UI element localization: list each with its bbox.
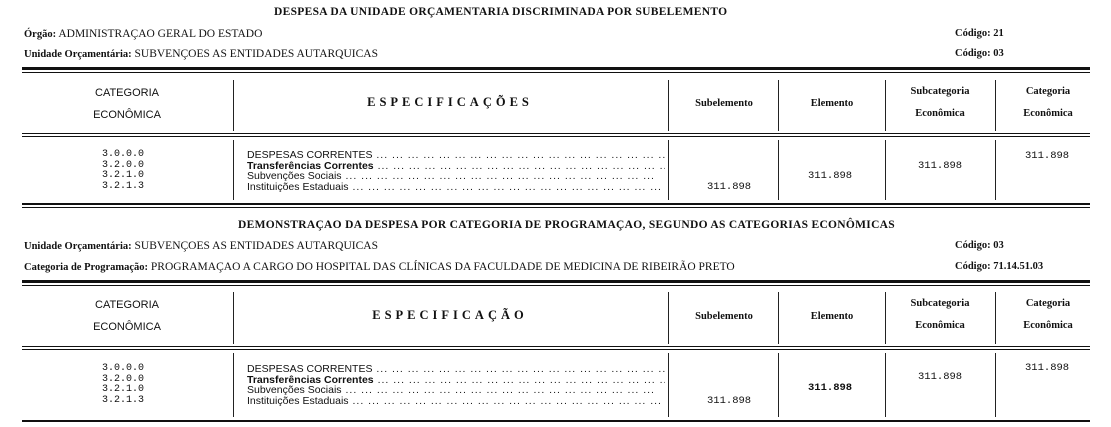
table1-col-divider: [233, 80, 234, 131]
table2-header-categoria: [62, 294, 192, 338]
table1-col-divider: [885, 80, 886, 131]
code-row: 3.0.0.0: [101, 363, 144, 374]
table1-col-divider: [233, 140, 234, 200]
table1-top-rule-thin: [22, 72, 1090, 73]
table1-header-categoria: [62, 82, 192, 126]
table2-col-divider: [995, 292, 996, 344]
unidade2-value: SUBVENÇOES AS ENTIDADES AUTARQUICAS: [134, 240, 378, 252]
table1-specs: [247, 150, 665, 192]
table2-header-elemento: Elemento: [810, 311, 854, 322]
code-row: 3.2.1.0: [101, 170, 144, 181]
table2-col-divider: [995, 353, 996, 417]
orgao-code-label: Código:: [955, 28, 991, 39]
header-categoria-econ-line1: Categoria: [1025, 298, 1071, 309]
table2-subelemento-value: 311.898: [707, 395, 752, 407]
unidade2-code-label: Código:: [955, 240, 991, 251]
orgao-label: Órgão:: [24, 29, 57, 40]
table2-col-divider: [885, 353, 886, 417]
unidade-label: Unidade Orçamentária:: [24, 49, 132, 60]
table1-header-categoria-economica: [998, 81, 1098, 125]
spec-row: Subvenções Sociais ... .: [247, 385, 665, 396]
table2-header-especificacao: ESPECIFICAÇÃO: [372, 308, 528, 322]
programacao-value: PROGRAMAÇAO A CARGO DO HOSPITAL DAS CLÍNICAS DA FACULDADE DE MEDICINA DE RIBEIRÃO PRETO: [150, 261, 735, 273]
code-row: 3.2.0.0: [101, 159, 144, 171]
code-row: 3.0.0.0: [101, 149, 144, 160]
table2-bottom-rule: [22, 420, 1090, 422]
table2-col-divider: [233, 353, 234, 417]
table1-bottom-rule: [22, 203, 1090, 205]
table1-col-divider: [778, 140, 779, 200]
header-categoria-line1: CATEGORIA: [95, 87, 159, 99]
table1-subelemento-value: 311.898: [707, 181, 752, 193]
unidade-value: SUBVENÇOES AS ENTIDADES AUTARQUICAS: [134, 48, 378, 60]
code-row: 3.2.0.0: [101, 373, 144, 385]
table2-header-categoria-economica: [998, 293, 1098, 337]
section1-title: DESPESA DA UNIDADE ORÇAMENTARIA DISCRIMINADA POR SUBELEMENTO: [274, 6, 728, 18]
programacao-code: [955, 261, 1043, 272]
table1-top-rule: [22, 67, 1090, 70]
unidade2-line: [24, 240, 378, 252]
table2-header-subcategoria: [888, 293, 992, 337]
unidade-line: [24, 48, 378, 60]
table2-col-divider: [778, 292, 779, 344]
table2-categoria-value: 311.898: [1025, 362, 1070, 374]
programacao-code-label: Código:: [955, 261, 991, 272]
code-row: 3.2.1.3: [101, 394, 144, 406]
header-subcategoria-line2: Econômica: [915, 320, 965, 331]
table2-header-rule-2: [22, 349, 1090, 350]
table2-specs: [247, 364, 665, 406]
unidade-code: [955, 48, 1004, 59]
table1-col-divider: [995, 80, 996, 131]
spec-row: Instituições Estaduais ... .: [247, 182, 665, 193]
orgao-code-value: 21: [993, 28, 1004, 39]
unidade2-code-value: 03: [993, 240, 1004, 251]
table2-subcategoria-value: 311.898: [918, 371, 963, 383]
table1-categoria-value: 311.898: [1025, 150, 1070, 162]
programacao-code-value: 71.14.51.03: [993, 261, 1044, 272]
table2-header-rule: [22, 346, 1090, 347]
header-subcategoria-line1: Subcategoria: [910, 298, 970, 309]
table1-header-subcategoria: [888, 81, 992, 125]
table1-col-divider: [885, 140, 886, 200]
table1-col-divider: [778, 80, 779, 131]
table2-elemento-value: 311.898: [808, 382, 853, 394]
header-categoria-line2: ECONÔMICA: [93, 321, 161, 333]
table2-col-divider: [233, 292, 234, 344]
table1-col-divider: [668, 80, 669, 131]
table1-bottom-rule-thin: [22, 207, 1090, 208]
programacao-label: Categoria de Programação:: [24, 262, 149, 273]
spec-row: Instituições Estaduais ... .: [247, 396, 665, 407]
code-row: 3.2.1.0: [101, 384, 144, 395]
spec-row: DESPESAS CORRENTES ... .: [247, 150, 665, 161]
table1-header-rule-2: [22, 136, 1090, 137]
table2-top-rule: [22, 280, 1090, 283]
header-categoria-econ-line2: Econômica: [1023, 320, 1073, 331]
table1-elemento-value: 311.898: [808, 170, 853, 182]
code-row: 3.2.1.3: [101, 180, 144, 192]
table1-col-divider: [995, 140, 996, 200]
spec-row: Transferências Correntes ... .: [247, 375, 665, 386]
unidade2-code: [955, 240, 1004, 251]
header-categoria-line1: CATEGORIA: [95, 299, 159, 311]
programacao-line: [24, 261, 735, 273]
orgao-value: ADMINISTRAÇAO GERAL DO ESTADO: [58, 28, 263, 40]
header-subcategoria-line1: Subcategoria: [910, 86, 970, 97]
table1-header-especificacoes: ESPECIFICAÇÕES: [367, 95, 533, 109]
header-categoria-econ-line1: Categoria: [1025, 86, 1071, 97]
table2-col-divider: [885, 292, 886, 344]
table2-col-divider: [778, 353, 779, 417]
unidade-code-value: 03: [993, 48, 1004, 59]
header-categoria-line2: ECONÔMICA: [93, 109, 161, 121]
orgao-code: [955, 28, 1004, 39]
header-categoria-econ-line2: Econômica: [1023, 108, 1073, 119]
table2-col-divider: [668, 353, 669, 417]
spec-row: Transferências Correntes ... .: [247, 161, 665, 172]
spec-row: DESPESAS CORRENTES ... .: [247, 364, 665, 375]
table1-codes: [63, 150, 183, 192]
header-subcategoria-line2: Econômica: [915, 108, 965, 119]
unidade-code-label: Código:: [955, 48, 991, 59]
table2-header-subelemento: Subelemento: [695, 311, 753, 322]
spec-row: Subvenções Sociais ... .: [247, 171, 665, 182]
orgao-line: [24, 28, 262, 40]
table1-header-rule: [22, 133, 1090, 134]
table2-codes: [63, 364, 183, 406]
table2-top-rule-thin: [22, 285, 1090, 286]
section2-title: DEMONSTRAÇAO DA DESPESA POR CATEGORIA DE PROGRAMAÇAO, SEGUNDO AS CATEGORIAS ECONÔMICAS: [238, 219, 895, 231]
unidade2-label: Unidade Orçamentária:: [24, 241, 132, 252]
table1-col-divider: [668, 140, 669, 200]
table1-subcategoria-value: 311.898: [918, 160, 963, 172]
table1-header-subelemento: Subelemento: [695, 98, 753, 109]
table2-col-divider: [668, 292, 669, 344]
table1-header-elemento: Elemento: [810, 98, 854, 109]
